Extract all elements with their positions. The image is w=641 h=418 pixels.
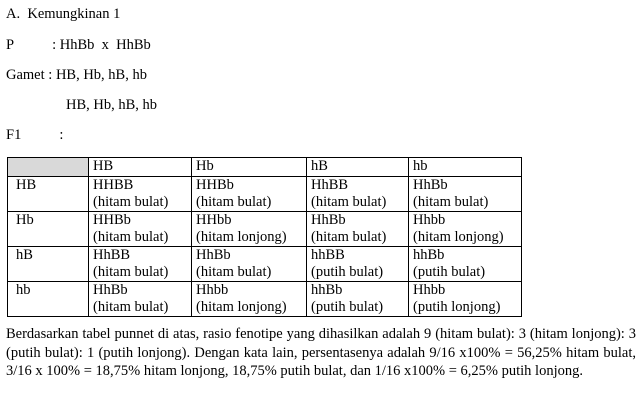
genotype: HhBB bbox=[93, 247, 131, 263]
table-header-row bbox=[8, 158, 522, 177]
table-cell bbox=[192, 282, 307, 317]
genotype: Hhbb bbox=[413, 212, 446, 228]
column-header: hb bbox=[409, 158, 522, 177]
gamete-separator: : bbox=[48, 67, 53, 83]
table-row bbox=[8, 247, 522, 282]
genotype: HHBb bbox=[196, 177, 234, 193]
genotype: HhBb bbox=[93, 282, 128, 298]
genotype: HhBb bbox=[311, 212, 346, 228]
gamete-list-2: HB, Hb, hB, hb bbox=[66, 97, 158, 113]
table-cell bbox=[89, 282, 192, 317]
row-header: hB bbox=[8, 247, 89, 282]
gamete-list-1: HB, Hb, hB, hb bbox=[55, 67, 147, 83]
table-cell bbox=[409, 212, 522, 247]
parental-cross: HhBb x HhBb bbox=[59, 37, 151, 53]
parental-label: P bbox=[6, 37, 15, 53]
genotype: Hhbb bbox=[413, 282, 446, 298]
phenotype: (hitam bulat) bbox=[93, 194, 169, 210]
punnett-table bbox=[7, 157, 522, 317]
corner-cell bbox=[8, 158, 89, 177]
parental-separator: : bbox=[52, 37, 57, 53]
genotype: HHBb bbox=[93, 212, 131, 228]
gamete-label: Gamet bbox=[6, 67, 45, 83]
table-row bbox=[8, 212, 522, 247]
phenotype: (hitam bulat) bbox=[311, 229, 387, 245]
table-cell bbox=[307, 282, 409, 317]
row-header: Hb bbox=[8, 212, 89, 247]
table-cell bbox=[89, 177, 192, 212]
column-header: Hb bbox=[192, 158, 307, 177]
table-cell bbox=[409, 247, 522, 282]
phenotype: (putih bulat) bbox=[413, 264, 486, 280]
row-header: hb bbox=[8, 282, 89, 317]
table-cell bbox=[307, 247, 409, 282]
conclusion-paragraph: Berdasarkan tabel punnet di atas, rasio fenotipe yang dihasilkan adalah 9 (hitam bulat): 3 (hitam lonjong): 3 (putih bulat): 1 (putih lonjong). Dengan kata lain, persentasenya adalah 9/16 x100% = 56,25% hitam bulat, 3/16 x 100% = 18,75% hitam lonjong, 18,75% putih bulat, dan 1/16 x100% = 6,25% putih lonjong. bbox=[6, 326, 636, 379]
phenotype: (hitam lonjong) bbox=[196, 229, 287, 245]
phenotype: (putih bulat) bbox=[311, 299, 384, 315]
table-cell bbox=[409, 177, 522, 212]
column-header: hB bbox=[307, 158, 409, 177]
table-row bbox=[8, 177, 522, 212]
genotype: HhBb bbox=[196, 247, 231, 263]
gamete-line bbox=[6, 67, 147, 84]
table-cell bbox=[307, 177, 409, 212]
genotype: hhBb bbox=[413, 247, 445, 263]
genotype: HhBB bbox=[311, 177, 349, 193]
table-cell bbox=[89, 247, 192, 282]
section-heading: A. Kemungkinan 1 bbox=[6, 6, 121, 22]
phenotype: (hitam bulat) bbox=[93, 229, 169, 245]
phenotype: (hitam bulat) bbox=[93, 299, 169, 315]
table-cell bbox=[192, 212, 307, 247]
f1-label: F1 bbox=[6, 127, 22, 143]
phenotype: (hitam lonjong) bbox=[413, 229, 504, 245]
phenotype: (hitam bulat) bbox=[93, 264, 169, 280]
table-cell bbox=[192, 177, 307, 212]
parental-line bbox=[6, 37, 151, 54]
phenotype: (hitam bulat) bbox=[311, 194, 387, 210]
row-header: HB bbox=[8, 177, 89, 212]
table-cell bbox=[307, 212, 409, 247]
table-cell bbox=[192, 247, 307, 282]
phenotype: (hitam bulat) bbox=[413, 194, 489, 210]
phenotype: (hitam bulat) bbox=[196, 194, 272, 210]
phenotype: (hitam lonjong) bbox=[196, 299, 287, 315]
column-header: HB bbox=[89, 158, 192, 177]
genotype: HHBB bbox=[93, 177, 134, 193]
f1-separator: : bbox=[59, 127, 64, 143]
phenotype: (putih bulat) bbox=[311, 264, 384, 280]
genotype: Hhbb bbox=[196, 282, 229, 298]
table-cell bbox=[409, 282, 522, 317]
phenotype: (hitam bulat) bbox=[196, 264, 272, 280]
genotype: hhBB bbox=[311, 247, 345, 263]
genotype: HhBb bbox=[413, 177, 448, 193]
table-row bbox=[8, 282, 522, 317]
table-cell bbox=[89, 212, 192, 247]
genotype: hhBb bbox=[311, 282, 343, 298]
phenotype: (putih lonjong) bbox=[413, 299, 501, 315]
f1-line bbox=[6, 127, 63, 144]
genotype: HHbb bbox=[196, 212, 232, 228]
